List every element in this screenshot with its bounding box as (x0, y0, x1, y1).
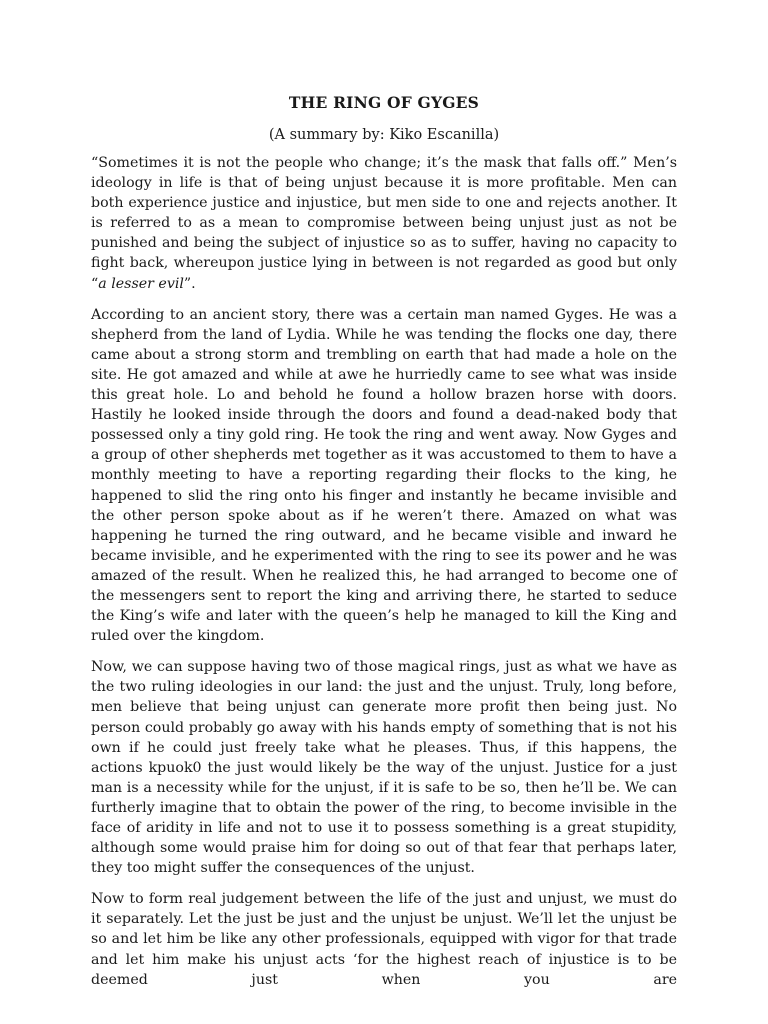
document-title: THE RING OF GYGES (288, 93, 480, 112)
paragraph-2: According to an ancient story, there was a certain man named Gyges. He was a shepherd from the land of Lydia. While he was tending the flocks one day, there came about a strong storm and trembling on earth that had made a hole on the site. He got amazed and while at awe he hurriedly came to see what was inside this great hole. Lo and behold he found a hollow brazen horse with doors. Hastily he looked inside through the doors and found a dead-naked body that possessed only a tiny gold ring. He took the ring and went away. Now Gyges and a group of other shepherds met together as it was accustomed to them to have a monthly meeting to have a reporting regarding their flocks to the king, he happened to slid the ring onto his finger and instantly he became invisible and the other person spoke about as if he weren’t there. Amazed on what was happening he turned the ring outward, and he became visible and inward he became invisible, and he experimented with the ring to see its power and he was amazed of the result. When he realized this, he had arranged to become one of the messengers sent to report the king and arriving there, he started to seduce the King’s wife and later with the queen’s help he managed to kill the King and ruled over the kingdom. (91, 306, 677, 645)
paragraph-1-text: “Sometimes it is not the people who change; it’s the mask that falls off.” Men’s ideology in life is that of being unjust because it is more profitable. Men can both experience justice and injustice, but men side to one and rejects another. It is referred to as a mean to compromise between being unjust just as not be punished and being the subject of injustice so as to suffer, having no capacity to fight back, whereupon justice lying in between is not regarded as good but only “ (91, 155, 677, 292)
document-subtitle: (A summary by: Kiko Escanilla) (268, 127, 500, 143)
paragraph-1 (91, 153, 677, 294)
paragraph-1-ending: ”. (183, 275, 196, 292)
document-body (91, 153, 677, 1001)
paragraph-3: Now, we can suppose having two of those magical rings, just as what we have as the two ruling ideologies in our land: the just and the unjust. Truly, long before, men believe that being unjust can generate more profit then being just. No person could probably go away with his hands empty of something that is not his own if he could just freely take what he pleases. Thus, if this happens, the actions kpuok0 the just would likely be the way of the unjust. Justice for a just man is a necessity while for the unjust, if it is safe to be so, then he’ll be. We can furtherly imagine that to obtain the power of the ring, to become invisible in the face of aridity in life and not to use it to possess something is a great stupidity, although some would praise him for doing so out of that fear that perhaps later, they too might suffer the consequences of the unjust. (91, 659, 677, 877)
paragraph-1-emphasis: a lesser evil (98, 275, 184, 292)
paragraph-4: Now to form real judgement between the life of the just and unjust, we must do it separately. Let the just be just and the unjust be unjust. We’ll let the unjust be so and let him be like any other professionals, equipped with vigor for that trade and let him make his unjust acts ‘for the highest reach of injustice is to be deemed just when you are (91, 891, 677, 988)
